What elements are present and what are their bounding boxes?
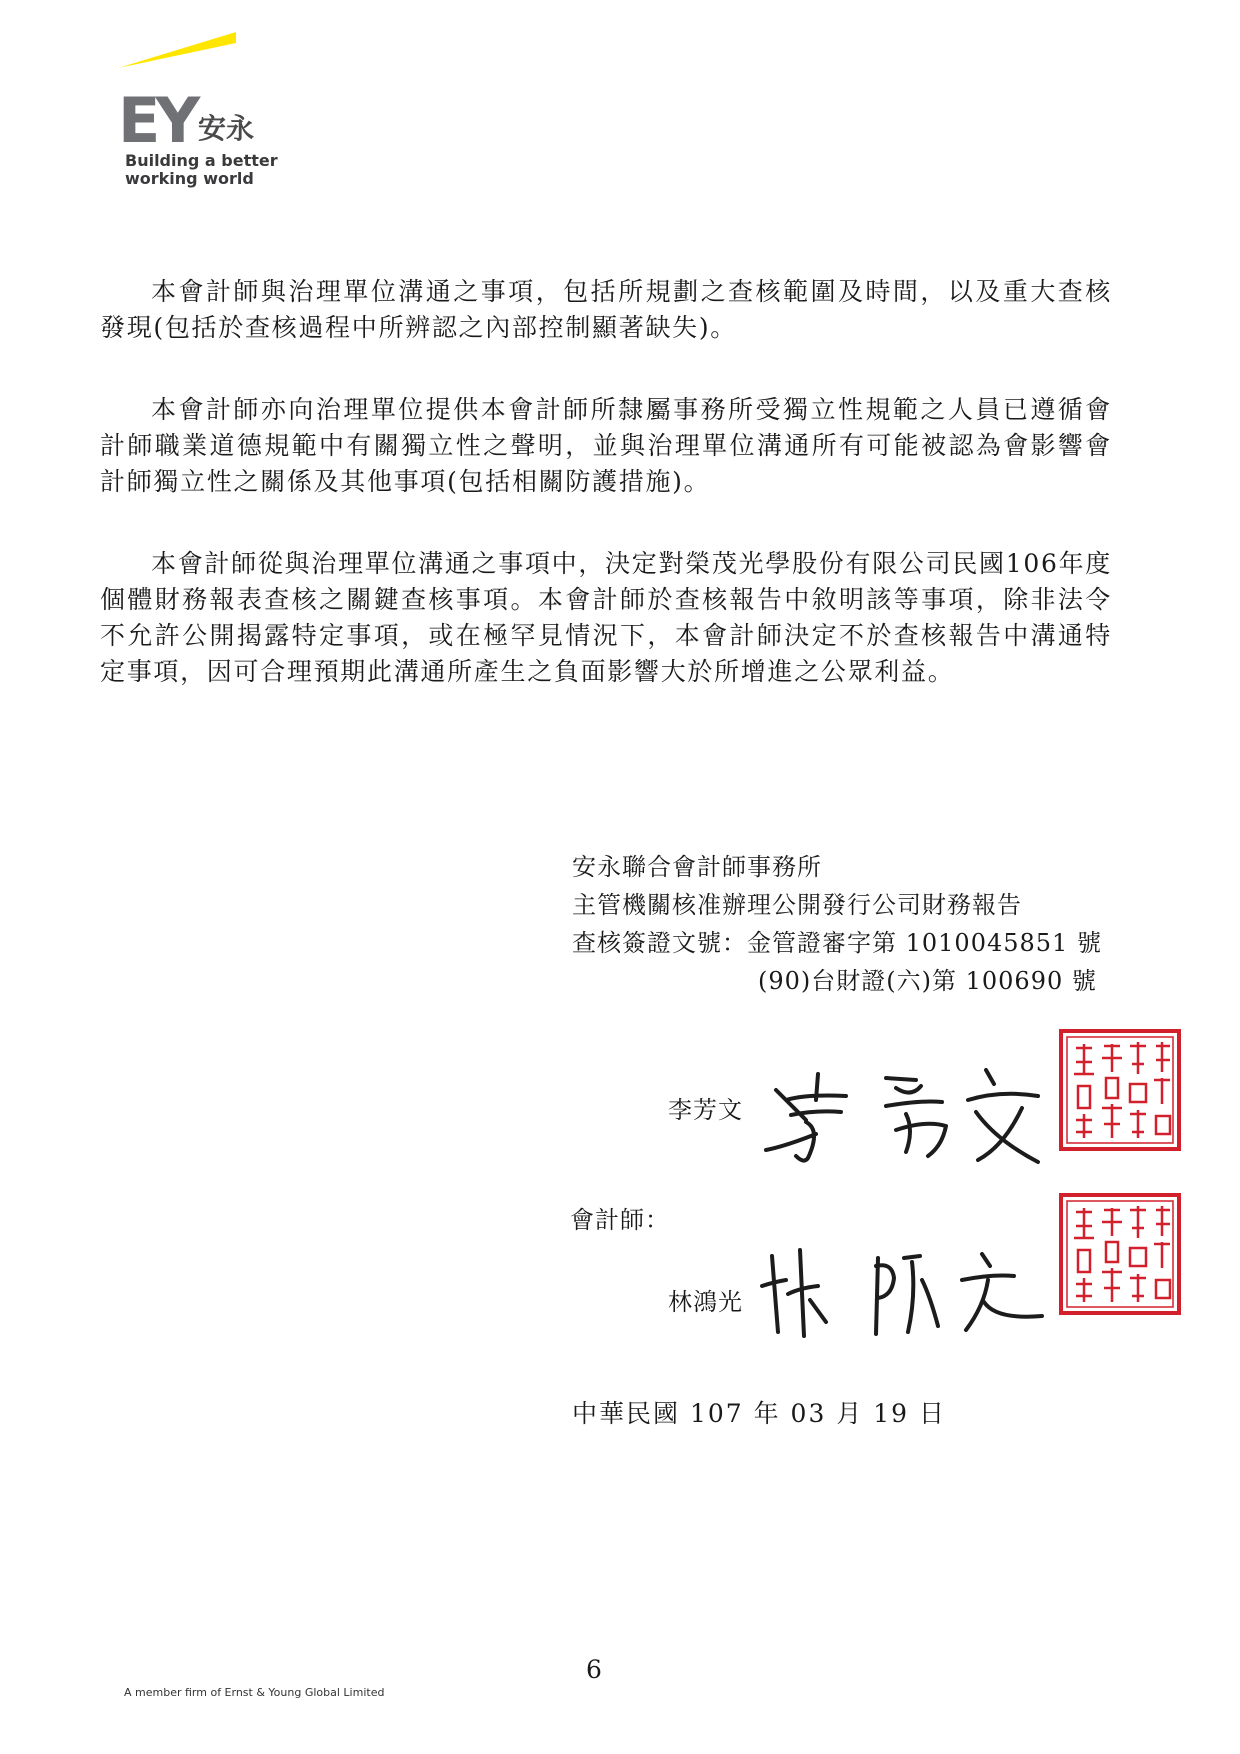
firm-name: 安永聯合會計師事務所 [572, 853, 822, 881]
cpa2-signature [752, 1236, 1062, 1346]
logo-ey-text: EY [118, 84, 196, 146]
cpa1-name: 李芳文 [668, 1096, 743, 1124]
logo-beam [118, 32, 236, 68]
cpa2-name: 林鴻光 [668, 1288, 743, 1316]
approval-number-1: 查核簽證文號：金管證審字第 1010045851 號 [572, 929, 1102, 957]
ey-logo-mark [118, 26, 278, 146]
approval-number-2: (90)台財證(六)第 100690 號 [758, 967, 1097, 995]
report-date: 中華民國 107 年 03 月 19 日 [572, 1399, 947, 1428]
paragraph-1: 本會計師與治理單位溝通之事項，包括所規劃之查核範圍及時間，以及重大查核發現(包括於查核過程中所辨認之內部控制顯著缺失)。 [100, 277, 1112, 342]
tagline-line-2: working world [125, 169, 254, 188]
paragraph-3: 本會計師從與治理單位溝通之事項中，決定對榮茂光學股份有限公司民國106年度個體財務報表查核之關鍵查核事項。本會計師於查核報告中敘明該等事項，除非法令不允許公開揭露特定事項，或在極罕見情況下，本會計師決定不於查核報告中溝通特定事項，因可合理預期此溝通所產生之負面影響大於所增進之公眾利益。 [100, 549, 1112, 686]
page-number: 6 [586, 1655, 602, 1684]
ey-logo [118, 26, 278, 196]
tagline-line-1: Building a better [125, 151, 278, 170]
cpa-label: 會計師： [570, 1206, 670, 1234]
logo-chinese-text: 安永 [198, 112, 255, 145]
footer-note: A member firm of Ernst & Young Global Limited [124, 1686, 385, 1699]
paragraph-2: 本會計師亦向治理單位提供本會計師所隸屬事務所受獨立性規範之人員已遵循會計師職業道德規範中有關獨立性之聲明，並與治理單位溝通所有可能被認為會影響會計師獨立性之關係及其他事項(包括相關防護措施)。 [100, 395, 1112, 496]
cpa1-signature [746, 1060, 1056, 1170]
firm-block [572, 848, 1102, 1000]
logo-tagline [125, 152, 295, 188]
approval-line: 主管機關核准辦理公開發行公司財務報告 [572, 891, 1022, 919]
cpa2-seal [1058, 1192, 1182, 1316]
cpa1-seal [1058, 1028, 1182, 1152]
